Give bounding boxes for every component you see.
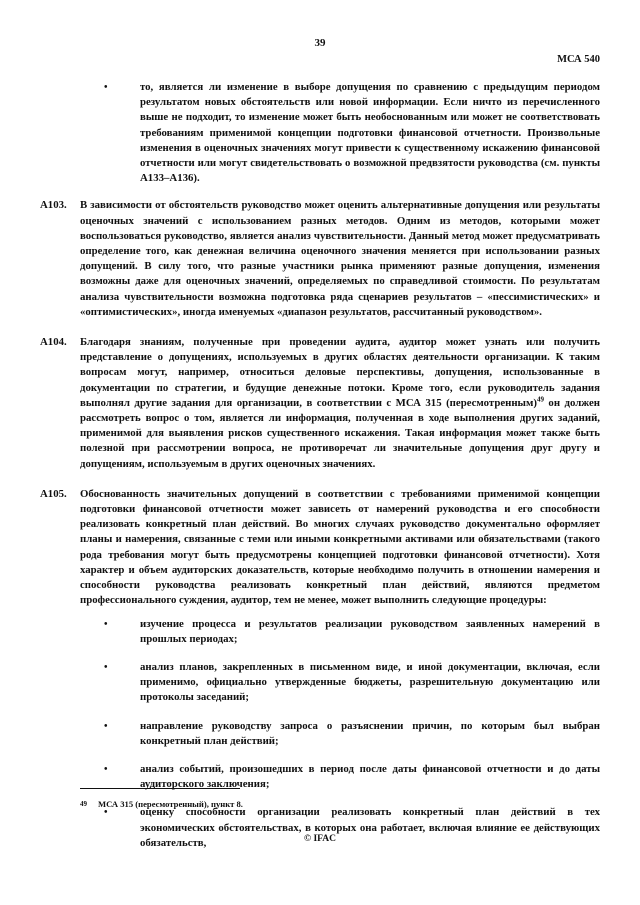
paragraph-text: Обоснованность значительных допущений в соответствии с требованиями применимой концепции подготовки финансовой отчетности может зависеть от намерений руководства и его способности реализовать конкретный план действий. Во многих случаях руководство документально оформляет планы и намерения, связанные с теми или иными конкретными активами или обязательствами (такого рода требования могут быть предусмотрены концепцией подготовки финансовой отчетности). Хотя характер и объем аудиторских доказательств, которые необходимо получить в отношении намерения и способности руководства реализовать конкретный план действий, являются предметом профессионального суждения, аудитор, тем не менее, может выполнить следующие процедуры: [80,487,600,607]
bullet-text: то, является ли изменение в выборе допущения по сравнению с предыдущим периодом результатом новых обстоятельств или новой информации. Если ничто из перечисленного выше не подходит, то изменение может быть необоснованным или может не соответствовать требованиям применимой концепции подготовки финансовой отчетности. Произвольные изменения в оценочных значениях могут привести к существенному искажению финансовой отчетности или могут свидетельствовать о возможной предвзятости руководства (см. пункты A133–A136). [140,81,600,185]
footnote-mark: 49 [80,800,87,808]
procedure-text: изучение процесса и результатов реализации руководством заявленных намерений в прошлых периодах; [140,617,600,645]
paragraph-number: A104. [40,336,67,349]
page-body [40,80,600,866]
procedure-item [80,719,600,749]
paragraph-number: A103. [40,199,67,212]
procedure-text: анализ планов, закрепленных в письменном виде, и иной документации, включая, если применимо, официально утвержденные бюджеты, разрешительную документацию или протоколы заседаний; [140,660,600,704]
footnote [80,798,580,810]
running-head: МСА 540 [557,54,600,65]
bullet-icon: • [104,82,108,93]
paragraph-number: A105. [40,487,67,500]
paragraph-a103 [40,198,600,320]
footnote-reference[interactable]: 49 [536,395,544,404]
paragraph-a105 [40,487,600,851]
intro-bullet-item [80,80,600,186]
bullet-icon: • [104,807,108,819]
procedure-item [80,660,600,706]
paragraph-a104 [40,335,600,472]
paragraph-text [80,335,600,472]
bullet-icon: • [104,661,108,673]
footnote-divider [80,788,240,789]
bullet-icon: • [104,618,108,630]
procedure-text: направление руководству запроса о разъяснении причин, по которым был выбран конкретный план действий; [140,719,600,747]
procedure-item [80,617,600,647]
procedure-text: анализ событий, произошедших в период после даты финансовой отчетности и до даты аудиторского заключения; [140,762,600,791]
footnote-text: МСА 315 (пересмотренный), пункт 8. [98,799,243,809]
paragraph-text-part: он должен рассмотреть вопрос о том, является ли информация, полученная в ходе выполнения других заданий, применимой для выявления рисков существенного искажения. Такая информация может также быть полезной при рассмотрении вопроса, не противоречат ли значительные допущения друг другу и допущениям, используемым в других оценочных значениях. [80,396,600,470]
copyright-footer: © IFAC [304,834,336,844]
paragraph-text: В зависимости от обстоятельств руководство может оценить альтернативные допущения или результаты оценочных значений с использованием разных методов. Одним из методов, которыми может воспользоваться руководство, является анализ чувствительности. Данный метод может предусматривать определение того, как денежная величина оценочного значения меняется при использовании разных допущений. В силу того, что разные участники рынка применяют разные допущения, изменения возможны даже для оценочных значений, определяемых по справедливой стоимости. По результатам анализа чувствительности возможна подготовка ряда сценариев результатов – «пессимистических» и «оптимистических», иногда именуемых «диапазон результатов, рассчитанный руководством». [80,199,600,318]
bullet-icon: • [104,763,108,775]
paragraph-text-part: Благодаря знаниям, полученные при проведении аудита, аудитор может узнать или получить представление о допущениях, используемых в других областях деятельности организации. К таким вопросам могут, например, относиться деловые перспективы, допущения, использованные в документации по стратегии, и будущие денежные потоки. Кроме того, если руководитель задания выполнял другие задания для организации, в соответствии с МСА 315 (пересмотренным) [80,336,600,409]
procedure-list [80,617,600,851]
bullet-icon: • [104,720,108,732]
procedure-text: оценку способности организации реализовать конкретный план действий в тех экономических обстоятельствах, в которых она работает, включая влияние ее действующих обязательств, [140,806,600,849]
page-number: 39 [314,37,326,49]
